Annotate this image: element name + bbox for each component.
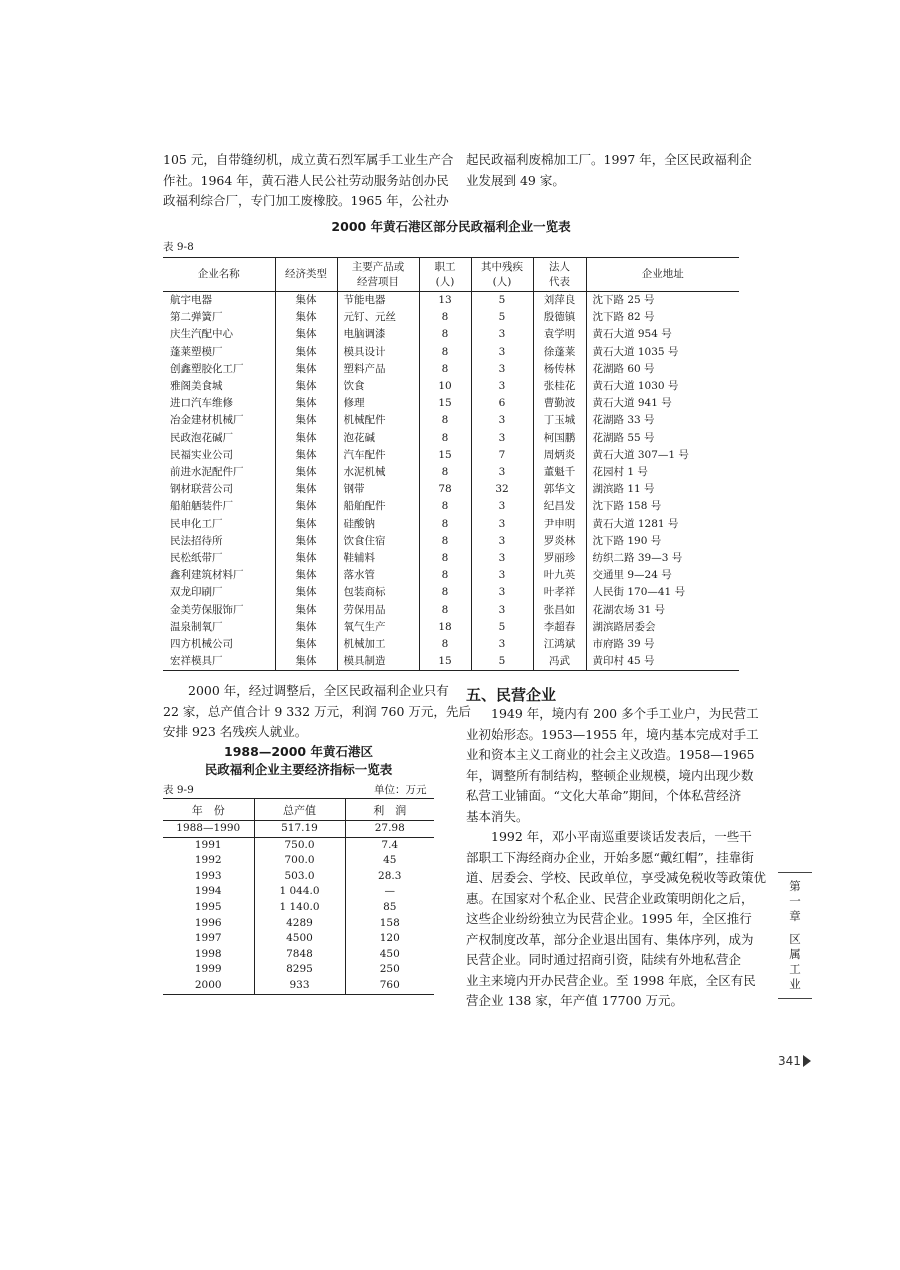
table-cell: 8 bbox=[419, 550, 471, 567]
table-row bbox=[163, 430, 739, 447]
table1 bbox=[163, 257, 739, 671]
table-row bbox=[163, 447, 739, 464]
table-cell: 1993 bbox=[194, 869, 222, 882]
page-number: 341 bbox=[778, 1054, 801, 1068]
table-cell: 雅阁美食城 bbox=[170, 380, 223, 393]
table-cell: 760 bbox=[345, 978, 434, 994]
table-cell: 450 bbox=[345, 947, 434, 963]
table-row bbox=[163, 550, 739, 567]
table-cell: 750.0 bbox=[254, 837, 345, 853]
chapter-title-char: 工 bbox=[789, 962, 801, 976]
table-cell: 3 bbox=[471, 602, 533, 619]
table-cell: 落水管 bbox=[337, 567, 419, 584]
table-cell: 人民街 170—41 号 bbox=[586, 584, 739, 601]
table-cell: 10 bbox=[419, 378, 471, 395]
chapter-char: 章 bbox=[789, 909, 801, 923]
table-cell: 8 bbox=[419, 498, 471, 515]
table-cell: 曹勤波 bbox=[533, 395, 586, 412]
table-cell: 3 bbox=[471, 326, 533, 343]
table-cell: 集体 bbox=[275, 344, 337, 361]
table-cell: 徐蓬莱 bbox=[533, 344, 586, 361]
table-cell: 517.19 bbox=[254, 821, 345, 838]
top-text-line: 作社。1964 年，黄石港人民公社劳动服务站创办民 bbox=[163, 172, 449, 188]
table-cell: 氧气生产 bbox=[337, 619, 419, 636]
table-row bbox=[163, 309, 739, 326]
table-cell: 2000 bbox=[194, 978, 222, 991]
table-cell: 集体 bbox=[275, 430, 337, 447]
table-cell: 3 bbox=[471, 516, 533, 533]
table-cell: 3 bbox=[471, 636, 533, 653]
top-text-line: 105 元，自带缝纫机，成立黄石烈军属手工业生产合 bbox=[163, 152, 454, 167]
table-cell: 6 bbox=[471, 395, 533, 412]
table-cell: 8 bbox=[419, 567, 471, 584]
table-cell: 花湖路 55 号 bbox=[586, 430, 739, 447]
table-cell: 李超春 bbox=[533, 619, 586, 636]
section-text-line: 1949 年，境内有 200 多个手工业户，为民营工 bbox=[491, 706, 759, 721]
table-cell: 郭华文 bbox=[533, 481, 586, 498]
table-cell: 700.0 bbox=[254, 853, 345, 869]
table-cell: 8 bbox=[419, 516, 471, 533]
table-cell: 周炳炎 bbox=[533, 447, 586, 464]
table-cell: 8 bbox=[419, 430, 471, 447]
table-row bbox=[163, 326, 739, 343]
table-cell: 民福实业公司 bbox=[170, 448, 233, 461]
table-cell: 钢带 bbox=[337, 481, 419, 498]
table-row bbox=[163, 900, 434, 916]
table-cell: 集体 bbox=[275, 584, 337, 601]
section-text-line: 业主来境内开办民营企业。至 1998 年底，全区有民 bbox=[466, 972, 756, 988]
mid-text-line: 22 家，总产值合计 9 332 万元，利润 760 万元，先后 bbox=[163, 703, 471, 719]
table-cell: 塑料产品 bbox=[337, 361, 419, 378]
table-cell: 沈下路 82 号 bbox=[586, 309, 739, 326]
table-cell: 湖滨路 11 号 bbox=[586, 481, 739, 498]
table-cell: 1991 bbox=[194, 838, 222, 851]
table-cell: 78 bbox=[419, 481, 471, 498]
mid-text-line: 安排 923 名残疾人就业。 bbox=[163, 724, 308, 739]
table-cell: 叶孝祥 bbox=[533, 584, 586, 601]
table-cell: 集体 bbox=[275, 464, 337, 481]
table-cell: 黄石大道 941 号 bbox=[586, 395, 739, 412]
table-row bbox=[163, 378, 739, 395]
section-text-line: 业和资本主义工商业的社会主义改造。1958—1965 bbox=[466, 747, 755, 762]
table-cell: — bbox=[345, 884, 434, 900]
table-cell: 45 bbox=[345, 853, 434, 869]
section-text-line: 业初始形态。1953—1955 年，境内基本完成对手工 bbox=[466, 726, 759, 742]
table-cell: 4289 bbox=[254, 916, 345, 932]
table-cell: 集体 bbox=[275, 498, 337, 515]
table-row bbox=[163, 947, 434, 963]
table-cell: 8 bbox=[419, 636, 471, 653]
table-cell: 叶九英 bbox=[533, 567, 586, 584]
table-cell: 集体 bbox=[275, 653, 337, 671]
table-cell: 1996 bbox=[194, 916, 222, 929]
table-cell: 集体 bbox=[275, 412, 337, 429]
top-paragraph-right bbox=[466, 150, 752, 191]
table-cell: 模具制造 bbox=[337, 653, 419, 671]
table-cell: 民政泡花碱厂 bbox=[170, 431, 233, 444]
table-row bbox=[163, 837, 434, 853]
table1-header-address: 企业地址 bbox=[586, 258, 739, 292]
table-cell: 硅酸钠 bbox=[337, 516, 419, 533]
table-cell: 15 bbox=[419, 447, 471, 464]
table1-header-type: 经济类型 bbox=[275, 258, 337, 292]
table2-header-profit: 利 润 bbox=[345, 799, 434, 821]
table2-header-output: 总产值 bbox=[254, 799, 345, 821]
table-cell: 集体 bbox=[275, 533, 337, 550]
table-cell: 花湖路 33 号 bbox=[586, 412, 739, 429]
table-cell: 进口汽车维修 bbox=[170, 397, 233, 410]
table-cell: 1 140.0 bbox=[254, 900, 345, 916]
table1-label: 表 9-8 bbox=[163, 241, 194, 253]
table-cell: 罗丽珍 bbox=[533, 550, 586, 567]
table2-title: 1988—2000 年黄石港区 民政福利企业主要经济指标一览表 bbox=[204, 744, 393, 777]
table-cell: 8 bbox=[419, 533, 471, 550]
table-cell: 1997 bbox=[194, 932, 222, 945]
table-cell: 蓬莱塑模厂 bbox=[170, 345, 223, 358]
table-cell: 杨传林 bbox=[533, 361, 586, 378]
table-cell: 4500 bbox=[254, 931, 345, 947]
table-cell: 503.0 bbox=[254, 869, 345, 885]
table-cell: 花湖农场 31 号 bbox=[586, 602, 739, 619]
table-cell: 船舶舾装件厂 bbox=[170, 500, 233, 513]
table2-unit: 单位：万元 bbox=[374, 784, 427, 796]
table-cell: 7848 bbox=[254, 947, 345, 963]
table-cell: 5 bbox=[471, 653, 533, 671]
table-cell: 集体 bbox=[275, 619, 337, 636]
table-cell: 前进水泥配件厂 bbox=[170, 466, 244, 479]
table-row bbox=[163, 978, 434, 994]
table-cell: 集体 bbox=[275, 395, 337, 412]
table-cell: 沈下路 190 号 bbox=[586, 533, 739, 550]
table-cell: 3 bbox=[471, 378, 533, 395]
table-cell: 集体 bbox=[275, 309, 337, 326]
table-row bbox=[163, 602, 739, 619]
table-cell: 纪昌发 bbox=[533, 498, 586, 515]
table-cell: 鞋辅料 bbox=[337, 550, 419, 567]
table-cell: 汽车配件 bbox=[337, 447, 419, 464]
table-cell: 集体 bbox=[275, 378, 337, 395]
table2 bbox=[163, 798, 434, 995]
table-cell: 张昌如 bbox=[533, 602, 586, 619]
table-cell: 民法招待所 bbox=[170, 534, 223, 547]
table-cell: 32 bbox=[471, 481, 533, 498]
table-row bbox=[163, 395, 739, 412]
table-cell: 董魁千 bbox=[533, 464, 586, 481]
table1-header-name: 企业名称 bbox=[163, 258, 275, 292]
table-cell: 8 bbox=[419, 326, 471, 343]
table-cell: 集体 bbox=[275, 481, 337, 498]
table-cell: 158 bbox=[345, 916, 434, 932]
chapter-title-char: 区 bbox=[789, 932, 801, 946]
table-cell: 1992 bbox=[194, 854, 222, 867]
table-cell: 殷德镇 bbox=[533, 309, 586, 326]
table-cell: 钢材联营公司 bbox=[170, 483, 233, 496]
table-cell: 85 bbox=[345, 900, 434, 916]
table1-header-rep: 法人 代表 bbox=[533, 258, 586, 292]
table-cell: 沈下路 25 号 bbox=[586, 292, 739, 310]
table-cell: 3 bbox=[471, 361, 533, 378]
table-cell: 18 bbox=[419, 619, 471, 636]
table-cell: 包装商标 bbox=[337, 584, 419, 601]
table-cell: 民松纸带厂 bbox=[170, 552, 223, 565]
table-cell: 修理 bbox=[337, 395, 419, 412]
table-cell: 温泉制氧厂 bbox=[170, 620, 223, 633]
table-cell: 8 bbox=[419, 361, 471, 378]
table-cell: 双龙印刷厂 bbox=[170, 586, 223, 599]
table-cell: 3 bbox=[471, 584, 533, 601]
table-cell: 黄印村 45 号 bbox=[586, 653, 739, 671]
table1-header-product: 主要产品或 经营项目 bbox=[337, 258, 419, 292]
section-text-line: 部职工下海经商办企业，开始多愿“戴红帽”，挂靠街 bbox=[466, 849, 754, 865]
table-cell: 3 bbox=[471, 464, 533, 481]
table-cell: 集体 bbox=[275, 567, 337, 584]
table-row bbox=[163, 481, 739, 498]
table-cell: 8 bbox=[419, 344, 471, 361]
table-cell: 黄石大道 307—1 号 bbox=[586, 447, 739, 464]
table-cell: 集体 bbox=[275, 516, 337, 533]
table-row bbox=[163, 361, 739, 378]
table-cell: 集体 bbox=[275, 326, 337, 343]
section-text-line: 年，调整所有制结构，整顿企业规模，境内出现少数 bbox=[466, 767, 754, 783]
table-cell: 3 bbox=[471, 550, 533, 567]
table-cell: 交通里 9—24 号 bbox=[586, 567, 739, 584]
table-cell: 7.4 bbox=[345, 837, 434, 853]
table-cell: 15 bbox=[419, 395, 471, 412]
table1-header-disabled: 其中残疾 (人) bbox=[471, 258, 533, 292]
table-cell: 节能电器 bbox=[337, 292, 419, 310]
table-cell: 8 bbox=[419, 584, 471, 601]
table-row bbox=[163, 931, 434, 947]
table-cell: 1995 bbox=[194, 900, 222, 913]
mid-text-line: 2000 年，经过调整后，全区民政福利企业只有 bbox=[188, 683, 449, 698]
table2-header-year: 年 份 bbox=[163, 799, 254, 821]
table-cell: 8 bbox=[419, 412, 471, 429]
table-cell: 丁玉城 bbox=[533, 412, 586, 429]
top-paragraph-left bbox=[163, 150, 454, 212]
table-cell: 集体 bbox=[275, 292, 337, 310]
table-cell: 张桂花 bbox=[533, 378, 586, 395]
table-cell: 3 bbox=[471, 567, 533, 584]
table1-title: 2000 年黄石港区部分民政福利企业一览表 bbox=[331, 219, 571, 234]
table-cell: 水泥机械 bbox=[337, 464, 419, 481]
table-cell: 第二弹簧厂 bbox=[170, 311, 223, 324]
table-row bbox=[163, 884, 434, 900]
page-arrow-icon bbox=[803, 1055, 811, 1067]
table-cell: 饮食住宿 bbox=[337, 533, 419, 550]
table-cell: 尹申明 bbox=[533, 516, 586, 533]
table-cell: 机械加工 bbox=[337, 636, 419, 653]
table-cell: 饮食 bbox=[337, 378, 419, 395]
table-row bbox=[163, 853, 434, 869]
top-text-line: 起民政福利废棉加工厂。1997 年，全区民政福利企 bbox=[466, 152, 752, 167]
table-cell: 7 bbox=[471, 447, 533, 464]
table-cell: 13 bbox=[419, 292, 471, 310]
table-cell: 3 bbox=[471, 430, 533, 447]
table-cell: 冶金建材机械厂 bbox=[170, 414, 244, 427]
section-text-line: 产权制度改革，部分企业退出国有、集体序列，成为 bbox=[466, 931, 754, 947]
chapter-char: 一 bbox=[789, 894, 801, 908]
table-cell: 集体 bbox=[275, 636, 337, 653]
table-cell: 民申化工厂 bbox=[170, 517, 223, 530]
chapter-char: 第 bbox=[789, 879, 801, 893]
table-row bbox=[163, 533, 739, 550]
table-row bbox=[163, 584, 739, 601]
table-cell: 机械配件 bbox=[337, 412, 419, 429]
table-cell: 创鑫塑胶化工厂 bbox=[170, 362, 244, 375]
table-cell: 黄石大道 1035 号 bbox=[586, 344, 739, 361]
table-cell: 5 bbox=[471, 292, 533, 310]
table-cell: 8 bbox=[419, 464, 471, 481]
table-cell: 120 bbox=[345, 931, 434, 947]
table-cell: 集体 bbox=[275, 550, 337, 567]
table-cell: 模具设计 bbox=[337, 344, 419, 361]
mid-paragraph bbox=[163, 681, 471, 743]
table-cell: 黄石大道 1281 号 bbox=[586, 516, 739, 533]
table-row bbox=[163, 653, 739, 671]
table-cell: 3 bbox=[471, 412, 533, 429]
table-cell: 电脑调漆 bbox=[337, 326, 419, 343]
table-cell: 鑫利建筑材料厂 bbox=[170, 569, 244, 582]
table-row bbox=[163, 516, 739, 533]
table-cell: 集体 bbox=[275, 447, 337, 464]
table-cell: 250 bbox=[345, 962, 434, 978]
table-row bbox=[163, 464, 739, 481]
table-cell: 庆生汽配中心 bbox=[170, 328, 233, 341]
table-cell: 沈下路 158 号 bbox=[586, 498, 739, 515]
table-cell: 金美劳保服饰厂 bbox=[170, 603, 244, 616]
chapter-side-tab bbox=[778, 872, 812, 999]
section-text-line: 营企业 138 家，年产值 17700 万元。 bbox=[466, 993, 684, 1008]
table-cell: 冯武 bbox=[533, 653, 586, 671]
section-text-line: 1992 年，邓小平南巡重要谈话发表后，一些干 bbox=[491, 829, 752, 844]
table-cell: 集体 bbox=[275, 602, 337, 619]
table-row bbox=[163, 619, 739, 636]
table-cell: 湖滨路居委会 bbox=[586, 619, 739, 636]
table-cell: 劳保用品 bbox=[337, 602, 419, 619]
table-row bbox=[163, 498, 739, 515]
table-row bbox=[163, 916, 434, 932]
top-text-line: 业发展到 49 家。 bbox=[466, 172, 565, 188]
table-row bbox=[163, 636, 739, 653]
table-cell: 刘萍良 bbox=[533, 292, 586, 310]
table-cell: 5 bbox=[471, 619, 533, 636]
table-cell: 四方机械公司 bbox=[170, 638, 233, 651]
table-row bbox=[163, 344, 739, 361]
table2-label: 表 9-9 bbox=[163, 784, 194, 796]
table-cell: 3 bbox=[471, 498, 533, 515]
section-text-line: 基本消失。 bbox=[466, 808, 529, 824]
table-cell: 15 bbox=[419, 653, 471, 671]
table-cell: 3 bbox=[471, 533, 533, 550]
table-cell: 27.98 bbox=[345, 821, 434, 838]
table-cell: 8 bbox=[419, 309, 471, 326]
table-row bbox=[163, 962, 434, 978]
table-cell: 8295 bbox=[254, 962, 345, 978]
table-row bbox=[163, 567, 739, 584]
table-cell: 黄石大道 1030 号 bbox=[586, 378, 739, 395]
table-cell: 1998 bbox=[194, 947, 222, 960]
table-cell: 航宇电器 bbox=[170, 294, 212, 306]
table-cell: 1988—1990 bbox=[163, 821, 254, 838]
table-cell: 元钉、元丝 bbox=[337, 309, 419, 326]
table-row bbox=[163, 292, 739, 310]
table-cell: 3 bbox=[471, 344, 533, 361]
table-cell: 1999 bbox=[194, 963, 222, 976]
top-text-line: 政福利综合厂，专门加工废橡胶。1965 年，公社办 bbox=[163, 193, 449, 208]
section-text-line: 道、居委会、学校、民政单位，享受减免税收等政策优 bbox=[466, 870, 767, 885]
chapter-title-char: 属 bbox=[789, 947, 801, 961]
table-cell: 泡花碱 bbox=[337, 430, 419, 447]
table-cell: 柯国鹏 bbox=[533, 430, 586, 447]
table-cell: 1994 bbox=[194, 885, 222, 898]
table-row bbox=[163, 869, 434, 885]
table1-header-staff: 职工 (人) bbox=[419, 258, 471, 292]
table-cell: 宏祥模具厂 bbox=[170, 655, 223, 668]
table-cell: 花湖路 60 号 bbox=[586, 361, 739, 378]
table-cell: 袁学明 bbox=[533, 326, 586, 343]
section-text-line: 民营企业。同时通过招商引资，陆续有外地私营企 bbox=[466, 952, 742, 967]
table-cell: 8 bbox=[419, 602, 471, 619]
table-cell: 江鸿斌 bbox=[533, 636, 586, 653]
table-cell: 28.3 bbox=[345, 869, 434, 885]
table-cell: 花园村 1 号 bbox=[586, 464, 739, 481]
section-heading: 五、民营企业 bbox=[466, 686, 557, 704]
table-cell: 市府路 39 号 bbox=[586, 636, 739, 653]
chapter-title-char: 业 bbox=[789, 977, 801, 991]
section-text-line: 惠。在国家对个私企业、民营企业政策明朗化之后， bbox=[466, 890, 754, 906]
table-cell: 黄石大道 954 号 bbox=[586, 326, 739, 343]
table-cell: 933 bbox=[254, 978, 345, 994]
table-cell: 集体 bbox=[275, 361, 337, 378]
table-row bbox=[163, 821, 434, 838]
table-cell: 5 bbox=[471, 309, 533, 326]
section-body bbox=[466, 704, 767, 1012]
table-cell: 纺织二路 39—3 号 bbox=[586, 550, 739, 567]
table-row bbox=[163, 412, 739, 429]
section-text-line: 这些企业纷纷独立为民营企业。1995 年，全区推行 bbox=[466, 911, 752, 926]
table-cell: 罗炎林 bbox=[533, 533, 586, 550]
section-text-line: 私营工业铺面。“文化大革命”期间，个体私营经济 bbox=[466, 788, 742, 803]
table-cell: 船舶配件 bbox=[337, 498, 419, 515]
table-cell: 1 044.0 bbox=[254, 884, 345, 900]
